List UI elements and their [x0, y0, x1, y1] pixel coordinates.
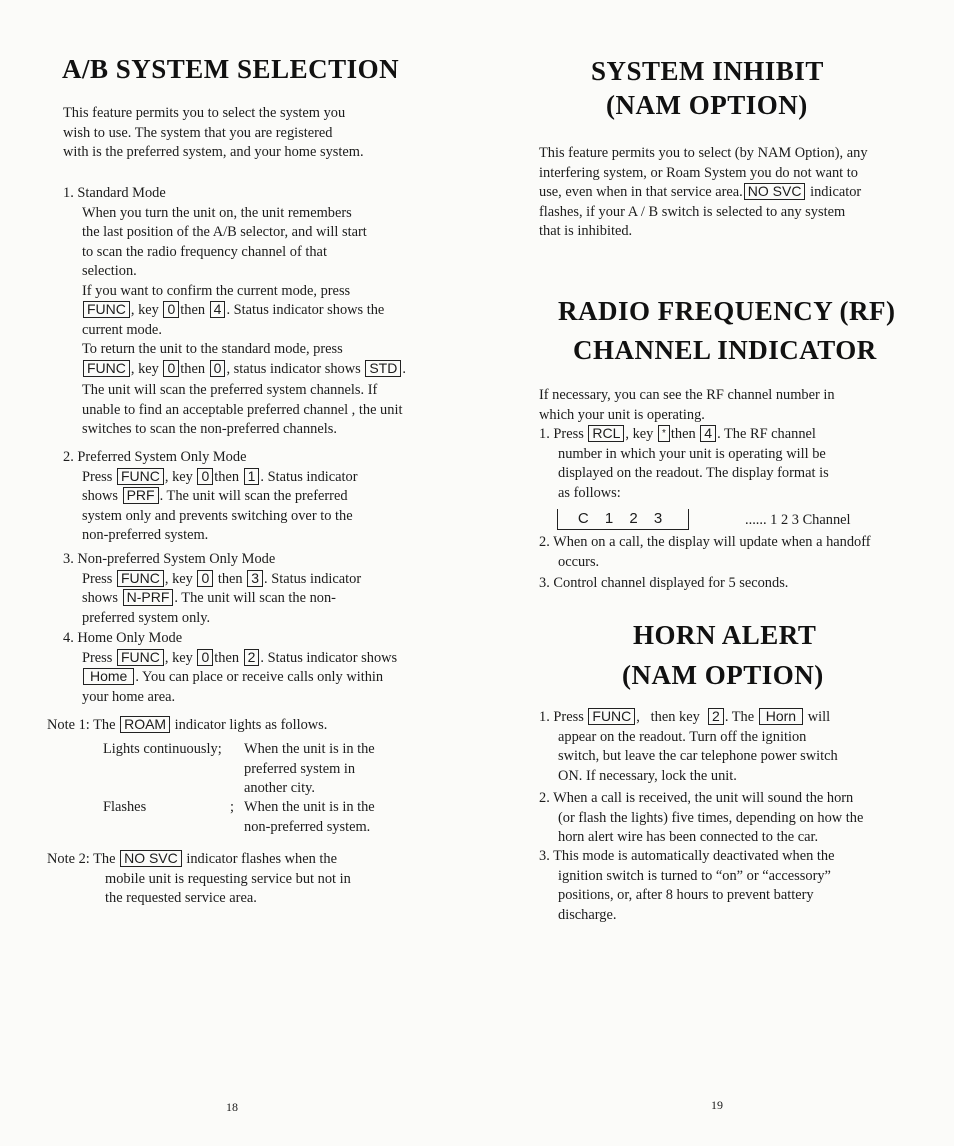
list-number: 2.: [539, 534, 550, 550]
text: . Status indicator: [260, 468, 358, 485]
text-line: [82, 468, 463, 488]
prf-indicator: PRF: [123, 487, 159, 504]
list-number: 2.: [539, 790, 550, 806]
text-line: (or flash the lights) five times, depending on how the: [558, 809, 864, 826]
list-item-non-preferred-only: [63, 550, 463, 628]
text: Press: [82, 649, 116, 666]
text: . Status indicator shows: [260, 649, 398, 666]
system-inhibit-body: [539, 144, 919, 242]
list-item-preferred-only: [63, 448, 463, 546]
horn-item-2: [539, 789, 929, 848]
text-line: unable to find an acceptable preferred channel , the unit: [82, 401, 403, 418]
text-line: preferred system only.: [82, 609, 211, 626]
text: Press: [82, 570, 116, 587]
text-line: number in which your unit is operating will be: [558, 445, 826, 462]
key-4: 4: [210, 301, 226, 318]
page-number-right: 19: [711, 1098, 723, 1112]
text: will: [804, 709, 831, 725]
text: use, even when in that service area.: [539, 184, 743, 200]
text: Press: [82, 468, 116, 485]
text-line: another city.: [244, 780, 315, 796]
text: . The RF channel: [717, 426, 816, 442]
text: , key: [130, 302, 163, 318]
list-heading: Home Only Mode: [77, 630, 183, 646]
key-0: 0: [197, 649, 213, 666]
list-number: 4.: [63, 630, 74, 646]
text: then: [214, 468, 243, 485]
page-number-left: 18: [226, 1100, 238, 1114]
star-key: *: [658, 425, 670, 442]
key-4: 4: [700, 425, 716, 442]
horn-item-1: [539, 708, 929, 786]
text-line: If you want to confirm the current mode, press: [82, 282, 351, 299]
horn-item-3: [539, 847, 929, 925]
text-line: [82, 301, 463, 321]
text: Press: [553, 426, 588, 442]
list-number: 3.: [539, 848, 550, 864]
note-label: Note 1: The: [47, 717, 120, 733]
text: . The: [724, 709, 758, 725]
func-key: FUNC: [117, 649, 164, 666]
list-heading: Preferred System Only Mode: [77, 449, 247, 465]
list-number: 3.: [63, 551, 74, 567]
key-3: 3: [247, 570, 263, 587]
key-0: 0: [163, 360, 179, 377]
text-line: [539, 789, 929, 809]
text: , then key: [636, 709, 708, 725]
text-line: occurs.: [558, 553, 600, 570]
text: When a call is received, the unit will sound the horn: [553, 790, 854, 806]
key-2: 2: [244, 649, 260, 666]
intro-line: with is the preferred system, and your home system.: [63, 144, 364, 160]
text-line: To return the unit to the standard mode, press: [82, 341, 343, 357]
left-intro: [63, 104, 443, 163]
text-line: [539, 183, 919, 203]
func-key: FUNC: [588, 708, 635, 725]
text: . Status indicator: [264, 570, 362, 587]
list-number: 3.: [539, 575, 550, 591]
text-line: [82, 668, 463, 688]
text-line: [47, 850, 467, 870]
text-line: [47, 716, 467, 736]
text-line: [539, 425, 919, 445]
text: then: [214, 649, 243, 666]
text-line: [82, 570, 463, 590]
key-0: 0: [210, 360, 226, 377]
text-line: ignition switch is turned to “on” or “accessory”: [558, 867, 831, 884]
note-label: Note 2: The: [47, 851, 120, 867]
text: When on a call, the display will update when a handoff: [553, 534, 871, 550]
note-1-row-flashes-desc: [244, 798, 444, 837]
no-svc-indicator: NO SVC: [120, 850, 182, 867]
horn-alert-title: HORN ALERT: [633, 620, 817, 650]
system-inhibit-title: SYSTEM INHIBIT: [591, 56, 824, 86]
text: Control channel displayed for 5 seconds.: [553, 575, 789, 591]
rf-item-2: [539, 533, 929, 572]
list-number: 2.: [63, 449, 74, 465]
text-line: [539, 574, 919, 594]
list-number: 1.: [539, 426, 550, 442]
text-line: system only and prevents switching over to the: [82, 507, 353, 524]
text: then: [180, 302, 209, 318]
intro-line: wish to use. The system that you are registered: [63, 124, 333, 141]
text-line: that is inhibited.: [539, 223, 633, 239]
note-2: [47, 850, 467, 909]
rf-readout-example: [557, 509, 917, 530]
text: shows: [82, 488, 122, 504]
text: This mode is automatically deactivated when the: [553, 848, 835, 864]
rf-item-3: [539, 574, 919, 594]
text: . The unit will scan the non-: [174, 590, 336, 606]
text: then: [670, 426, 700, 442]
roam-indicator: ROAM: [120, 716, 170, 733]
note-1-row-continuous: Lights continuously;: [103, 741, 222, 757]
text-line: When you turn the unit on, the unit remembers: [82, 204, 352, 221]
text: , key: [164, 468, 197, 485]
text: .: [402, 360, 406, 377]
text-line: discharge.: [558, 906, 617, 923]
text: , key: [164, 649, 197, 666]
text: . The unit will scan the preferred: [159, 488, 348, 504]
func-key: FUNC: [83, 301, 130, 318]
text-line: mobile unit is requesting service but not in: [105, 870, 351, 887]
text-line: [82, 649, 463, 669]
text-line: ON. If necessary, lock the unit.: [558, 767, 737, 784]
list-number: 1.: [63, 185, 74, 201]
text-line: The unit will scan the preferred system channels. If: [82, 382, 378, 398]
text: , key: [164, 570, 197, 587]
note-1: [47, 716, 467, 736]
text-line: preferred system in: [244, 760, 356, 777]
text: . You can place or receive calls only within: [135, 669, 384, 685]
text: , key: [130, 360, 163, 377]
rf-subtitle: CHANNEL INDICATOR: [573, 335, 877, 365]
text-line: [539, 708, 929, 728]
text-line: [82, 360, 463, 380]
text-line: as follows:: [558, 484, 621, 501]
rf-intro: [539, 386, 919, 425]
rf-item-1: [539, 425, 919, 503]
note-1-row-sep: ;: [230, 799, 234, 815]
channel-readout: C 1 2 3: [557, 509, 689, 530]
list-heading: Standard Mode: [77, 185, 166, 201]
text-line: [82, 487, 463, 507]
text-line: selection.: [82, 263, 137, 279]
text-line: This feature permits you to select (by NAM Option), any: [539, 145, 868, 161]
text-line: your home area.: [82, 688, 176, 705]
text: , status indicator shows: [226, 360, 365, 377]
text: shows: [82, 590, 122, 606]
text: indicator: [806, 184, 862, 200]
text-line: appear on the readout. Turn off the ignition: [558, 728, 807, 745]
text: then: [214, 570, 247, 587]
intro-line: This feature permits you to select the system you: [63, 105, 346, 121]
text-line: the requested service area.: [105, 890, 257, 906]
text-line: to scan the radio frequency channel of that: [82, 243, 327, 260]
text-line: [539, 847, 929, 867]
left-page-title: A/B SYSTEM SELECTION: [62, 54, 400, 84]
text-line: switches to scan the non-preferred channels.: [82, 421, 337, 437]
text-line: flashes, if your A / B switch is selected to any system: [539, 203, 846, 220]
text-line: switch, but leave the car telephone power switch: [558, 748, 838, 764]
text-line: [82, 589, 463, 609]
text-line: current mode.: [82, 321, 162, 338]
no-svc-indicator: NO SVC: [744, 183, 806, 200]
text-line: displayed on the readout. The display format is: [558, 465, 829, 481]
func-key: FUNC: [117, 468, 164, 485]
home-indicator: Home: [83, 668, 134, 685]
key-0: 0: [197, 570, 213, 587]
list-number: 1.: [539, 709, 550, 725]
text-line: When the unit is in the: [244, 741, 375, 757]
std-indicator: STD: [365, 360, 401, 377]
text-line: non-preferred system.: [82, 527, 209, 543]
n-prf-indicator: N-PRF: [123, 589, 174, 606]
key-0: 0: [197, 468, 213, 485]
horn-alert-subtitle: (NAM OPTION): [622, 660, 824, 690]
key-1: 1: [244, 468, 260, 485]
text-line: horn alert wire has been connected to the car.: [558, 829, 819, 845]
text-line: interfering system, or Roam System you do not want to: [539, 164, 858, 181]
text-line: [539, 533, 929, 553]
note-1-row-flashes: Flashes: [103, 799, 147, 815]
rf-title: RADIO FREQUENCY (RF): [558, 296, 896, 326]
system-inhibit-subtitle: (NAM OPTION): [606, 90, 808, 120]
text: indicator flashes when the: [182, 851, 338, 867]
key-0: 0: [163, 301, 179, 318]
horn-indicator: Horn: [759, 708, 803, 725]
func-key: FUNC: [83, 360, 130, 377]
rcl-key: RCL: [588, 425, 624, 442]
key-2: 2: [708, 708, 724, 725]
text-line: the last position of the A/B selector, and will start: [82, 224, 367, 240]
text: Press: [553, 709, 588, 725]
text: then: [180, 360, 209, 377]
text: indicator lights as follows.: [171, 717, 328, 733]
text: . Status indicator shows the: [226, 302, 385, 318]
text: , key: [625, 426, 657, 442]
text-line: non-preferred system.: [244, 818, 371, 835]
readout-caption: ...... 1 2 3 Channel: [745, 512, 851, 528]
text-line: If necessary, you can see the RF channel number in: [539, 387, 835, 403]
text-line: positions, or, after 8 hours to prevent battery: [558, 887, 814, 903]
text-line: When the unit is in the: [244, 799, 375, 815]
list-heading: Non-preferred System Only Mode: [77, 551, 276, 567]
note-1-row-continuous-desc: [244, 740, 444, 799]
list-item-home-only: [63, 629, 463, 707]
func-key: FUNC: [117, 570, 164, 587]
text-line: which your unit is operating.: [539, 406, 705, 423]
list-item-standard-mode: [63, 184, 463, 440]
